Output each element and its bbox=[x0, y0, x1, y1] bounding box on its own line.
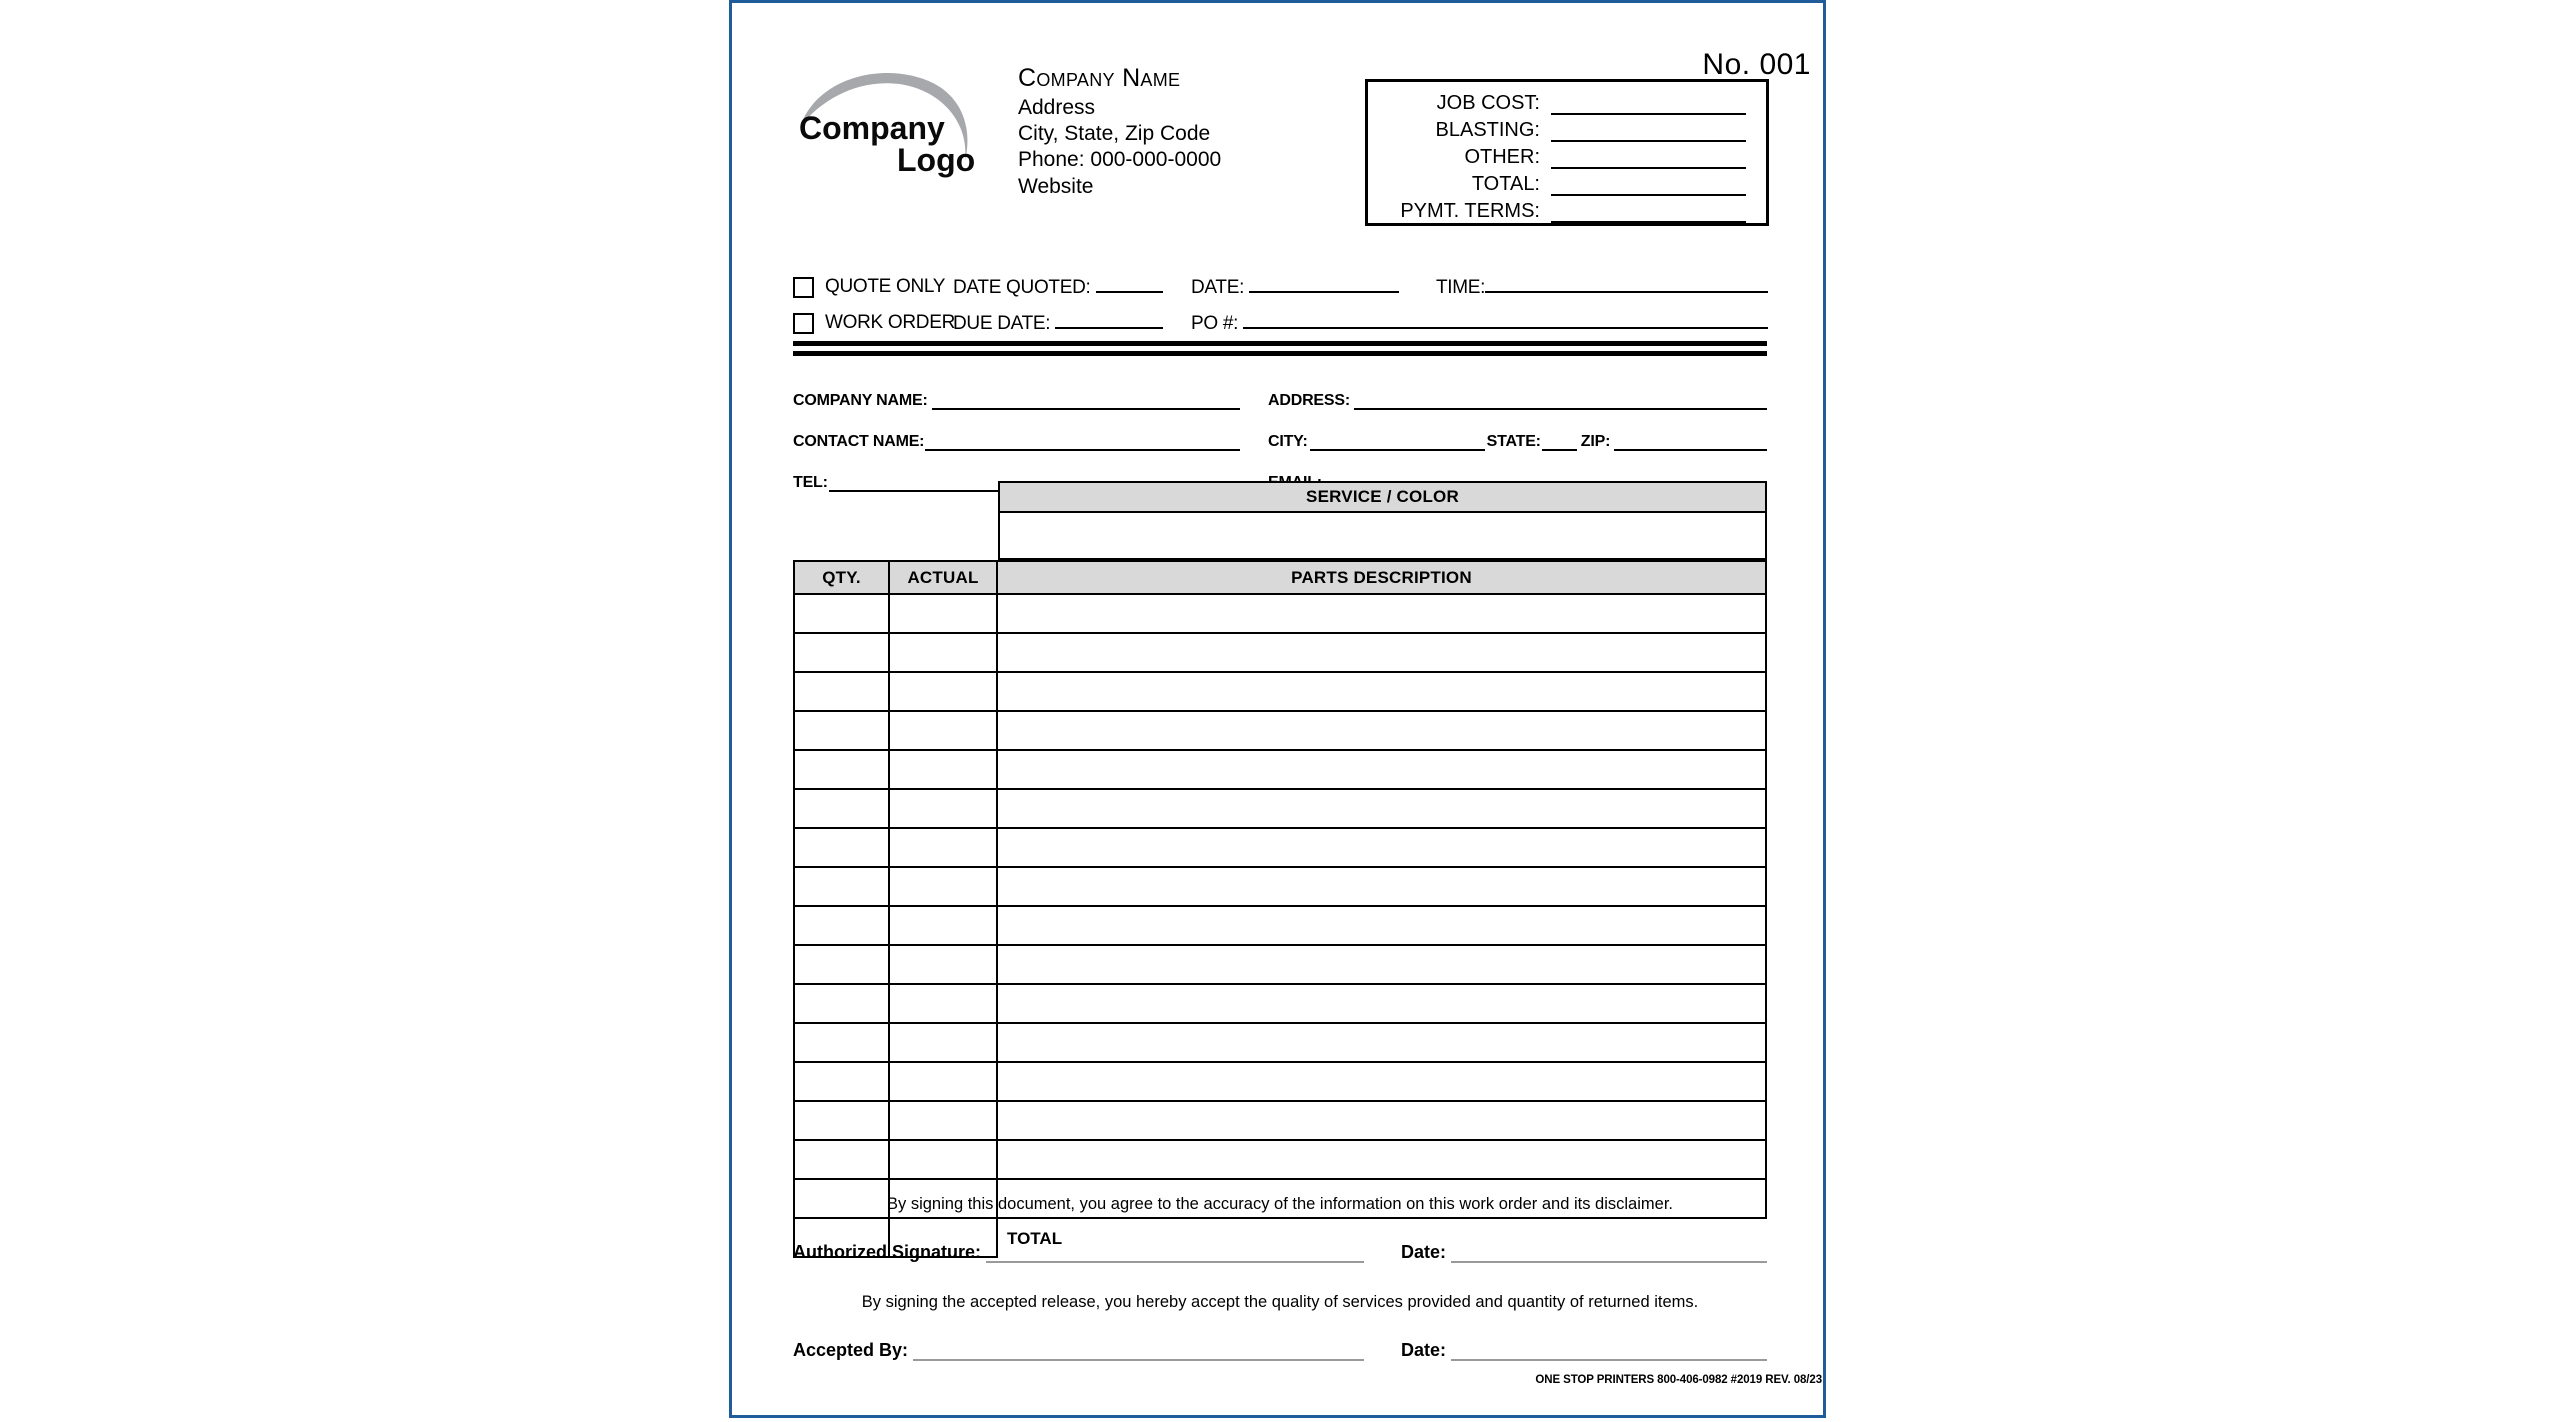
due-date-input[interactable] bbox=[1055, 312, 1163, 329]
date-quoted-field bbox=[953, 276, 1163, 299]
cell-actual[interactable] bbox=[890, 985, 998, 1024]
section-divider-double-rule bbox=[793, 341, 1767, 356]
disclaimer-text-1: By signing this document, you agree to the accuracy of the information on this work order and its disclaimer. bbox=[887, 1195, 1673, 1213]
cost-label-pymt-terms: PYMT. TERMS: bbox=[1400, 200, 1540, 222]
cell-parts-description[interactable] bbox=[998, 673, 1767, 712]
footer-section bbox=[793, 1195, 1767, 1361]
table-row bbox=[793, 634, 1767, 673]
cell-actual[interactable] bbox=[890, 790, 998, 829]
cell-qty[interactable] bbox=[793, 829, 890, 868]
customer-city-label: CITY: bbox=[1268, 433, 1308, 450]
company-name: Company Name bbox=[1018, 64, 1181, 92]
table-row bbox=[793, 712, 1767, 751]
po-number-field bbox=[1191, 312, 1768, 335]
company-address: Address bbox=[1018, 95, 1096, 119]
customer-zip-label: ZIP: bbox=[1580, 433, 1611, 450]
accepted-by-input[interactable] bbox=[913, 1344, 1364, 1361]
cell-qty[interactable] bbox=[793, 673, 890, 712]
signature-date-field bbox=[1401, 1242, 1767, 1263]
total-label: TOTAL bbox=[1007, 1228, 1063, 1248]
customer-state-input[interactable] bbox=[1542, 435, 1577, 451]
cell-qty[interactable] bbox=[793, 868, 890, 907]
cell-parts-description[interactable] bbox=[998, 751, 1767, 790]
customer-info-section bbox=[793, 369, 1767, 492]
table-row bbox=[793, 1141, 1767, 1180]
cost-label-other: OTHER: bbox=[1464, 146, 1540, 168]
cell-actual[interactable] bbox=[890, 1102, 998, 1141]
customer-zip-input[interactable] bbox=[1614, 435, 1767, 451]
customer-company-name-label: COMPANY NAME: bbox=[793, 392, 928, 409]
cell-qty[interactable] bbox=[793, 634, 890, 673]
customer-address-field bbox=[1268, 392, 1767, 410]
cell-qty[interactable] bbox=[793, 907, 890, 946]
document-number: No. 001 bbox=[1702, 48, 1811, 81]
accepted-by-field bbox=[793, 1340, 1401, 1361]
column-header-qty: QTY. bbox=[793, 560, 890, 595]
order-type-and-dates bbox=[793, 269, 1768, 341]
signature-date-input[interactable] bbox=[1451, 1246, 1767, 1263]
accepted-by-row bbox=[793, 1340, 1767, 1361]
cell-qty[interactable] bbox=[793, 1063, 890, 1102]
date-quoted-input[interactable] bbox=[1096, 276, 1164, 293]
customer-city-input[interactable] bbox=[1310, 435, 1485, 451]
date-field bbox=[1191, 276, 1436, 299]
logo-text-logo: Logo bbox=[897, 142, 976, 178]
work-order-form bbox=[732, 3, 1823, 1415]
cell-parts-description[interactable] bbox=[998, 1141, 1767, 1180]
cell-actual[interactable] bbox=[890, 1141, 998, 1180]
printer-credit: ONE STOP PRINTERS 800-406-0982 #2019 REV. 08/23 bbox=[1535, 1374, 1822, 1386]
table-row bbox=[793, 985, 1767, 1024]
cell-qty[interactable] bbox=[793, 595, 890, 634]
cell-parts-description[interactable] bbox=[998, 829, 1767, 868]
customer-tel-label: TEL: bbox=[793, 474, 828, 491]
cell-qty[interactable] bbox=[793, 946, 890, 985]
logo-swoosh-icon bbox=[793, 65, 993, 185]
time-input[interactable] bbox=[1485, 276, 1768, 293]
cell-parts-description[interactable] bbox=[998, 790, 1767, 829]
cell-qty[interactable] bbox=[793, 1141, 890, 1180]
date-label: DATE: bbox=[1191, 276, 1245, 298]
authorized-signature-field bbox=[793, 1242, 1401, 1263]
customer-contact-name-input[interactable] bbox=[925, 435, 1240, 451]
time-label: TIME: bbox=[1436, 276, 1486, 298]
po-number-label: PO #: bbox=[1191, 312, 1239, 334]
cell-parts-description[interactable] bbox=[998, 595, 1767, 634]
cell-parts-description[interactable] bbox=[998, 1102, 1767, 1141]
cell-qty[interactable] bbox=[793, 1102, 890, 1141]
table-row bbox=[793, 868, 1767, 907]
cost-row-job-cost bbox=[1368, 88, 1760, 115]
po-number-input[interactable] bbox=[1243, 312, 1768, 329]
work-order-checkbox[interactable] bbox=[793, 313, 814, 334]
quote-only-label: QUOTE ONLY bbox=[825, 276, 946, 297]
customer-contact-name-field bbox=[793, 433, 1268, 451]
signature-date-label: Date: bbox=[1401, 1242, 1447, 1262]
customer-address-label: ADDRESS: bbox=[1268, 392, 1350, 409]
customer-state-label: STATE: bbox=[1486, 433, 1541, 450]
cost-label-total: TOTAL: bbox=[1471, 173, 1540, 195]
table-row bbox=[793, 829, 1767, 868]
date-quoted-label: DATE QUOTED: bbox=[953, 276, 1091, 298]
cell-actual[interactable] bbox=[890, 868, 998, 907]
work-order-line bbox=[793, 305, 1768, 341]
logo-text-company: Company bbox=[799, 110, 945, 146]
customer-address-input[interactable] bbox=[1354, 394, 1767, 410]
table-row bbox=[793, 1063, 1767, 1102]
cell-parts-description[interactable] bbox=[998, 1024, 1767, 1063]
company-phone: Phone: 000-000-0000 bbox=[1018, 148, 1222, 172]
customer-row-2 bbox=[793, 410, 1767, 451]
cost-input-pymt-terms[interactable] bbox=[1551, 201, 1746, 223]
cost-row-pymt-terms bbox=[1368, 196, 1760, 223]
due-date-field bbox=[953, 312, 1163, 335]
cell-actual[interactable] bbox=[890, 673, 998, 712]
time-field bbox=[1436, 276, 1768, 299]
customer-company-name-input[interactable] bbox=[932, 394, 1240, 410]
cell-actual[interactable] bbox=[890, 907, 998, 946]
company-website: Website bbox=[1018, 174, 1094, 198]
service-color-input[interactable] bbox=[998, 513, 1767, 560]
due-date-label: DUE DATE: bbox=[953, 312, 1051, 334]
table-row bbox=[793, 790, 1767, 829]
cost-summary-box bbox=[1365, 79, 1769, 226]
cell-actual[interactable] bbox=[890, 634, 998, 673]
cell-parts-description[interactable] bbox=[998, 712, 1767, 751]
cell-actual[interactable] bbox=[890, 946, 998, 985]
cell-qty[interactable] bbox=[793, 790, 890, 829]
quote-only-checkbox[interactable] bbox=[793, 277, 814, 298]
accepted-date-label: Date: bbox=[1401, 1340, 1447, 1360]
table-row bbox=[793, 595, 1767, 634]
parts-table-header-row bbox=[793, 560, 1767, 595]
document-page-frame bbox=[729, 0, 1826, 1418]
cell-actual[interactable] bbox=[890, 751, 998, 790]
cell-actual[interactable] bbox=[890, 595, 998, 634]
accepted-date-input[interactable] bbox=[1451, 1344, 1767, 1361]
cost-label-blasting: BLASTING: bbox=[1435, 119, 1540, 141]
cost-input-other[interactable] bbox=[1551, 147, 1746, 169]
disclaimer-text-2: By signing the accepted release, you hereby accept the quality of services provided and quantity of returned items. bbox=[861, 1293, 1699, 1311]
table-row bbox=[793, 1102, 1767, 1141]
quote-only-line bbox=[793, 269, 1768, 305]
company-logo bbox=[793, 65, 993, 185]
cost-label-job-cost: JOB COST: bbox=[1436, 92, 1540, 114]
cell-actual[interactable] bbox=[890, 712, 998, 751]
cell-parts-description[interactable] bbox=[998, 985, 1767, 1024]
customer-row-1 bbox=[793, 369, 1767, 410]
cell-qty[interactable] bbox=[793, 712, 890, 751]
cell-parts-description[interactable] bbox=[998, 907, 1767, 946]
customer-contact-name-label: CONTACT NAME: bbox=[793, 433, 925, 450]
column-header-actual: ACTUAL bbox=[890, 560, 998, 595]
column-header-parts-description: PARTS DESCRIPTION bbox=[998, 560, 1767, 595]
accepted-date-field bbox=[1401, 1340, 1767, 1361]
table-row bbox=[793, 1024, 1767, 1063]
cell-parts-description[interactable] bbox=[998, 1063, 1767, 1102]
accepted-by-label: Accepted By: bbox=[793, 1340, 909, 1360]
cell-actual[interactable] bbox=[890, 1024, 998, 1063]
work-order-label: WORK ORDER bbox=[825, 312, 956, 333]
cell-qty[interactable] bbox=[793, 1024, 890, 1063]
table-row bbox=[793, 907, 1767, 946]
cell-qty[interactable] bbox=[793, 985, 890, 1024]
company-city-state-zip: City, State, Zip Code bbox=[1018, 121, 1211, 145]
cell-actual[interactable] bbox=[890, 1063, 998, 1102]
authorized-signature-input[interactable] bbox=[986, 1246, 1364, 1263]
cell-parts-description[interactable] bbox=[998, 868, 1767, 907]
table-row bbox=[793, 673, 1767, 712]
service-color-header: SERVICE / COLOR bbox=[998, 481, 1767, 513]
cell-parts-description[interactable] bbox=[998, 634, 1767, 673]
company-info-block bbox=[1018, 65, 1221, 200]
cell-qty[interactable] bbox=[793, 751, 890, 790]
cost-input-job-cost[interactable] bbox=[1551, 93, 1746, 115]
parts-table-body bbox=[793, 595, 1767, 1258]
date-input[interactable] bbox=[1249, 276, 1399, 293]
table-row bbox=[793, 751, 1767, 790]
cost-row-other bbox=[1368, 142, 1760, 169]
cost-input-blasting[interactable] bbox=[1551, 120, 1746, 142]
table-row bbox=[793, 946, 1767, 985]
cell-parts-description[interactable] bbox=[998, 946, 1767, 985]
cell-actual[interactable] bbox=[890, 829, 998, 868]
customer-city-state-zip-fields bbox=[1268, 433, 1767, 451]
cost-row-total bbox=[1368, 169, 1760, 196]
authorized-signature-label: Authorized Signature: bbox=[793, 1242, 981, 1262]
cost-row-blasting bbox=[1368, 115, 1760, 142]
customer-company-name-field bbox=[793, 392, 1268, 410]
authorized-signature-row bbox=[793, 1242, 1767, 1263]
cost-input-total[interactable] bbox=[1551, 174, 1746, 196]
